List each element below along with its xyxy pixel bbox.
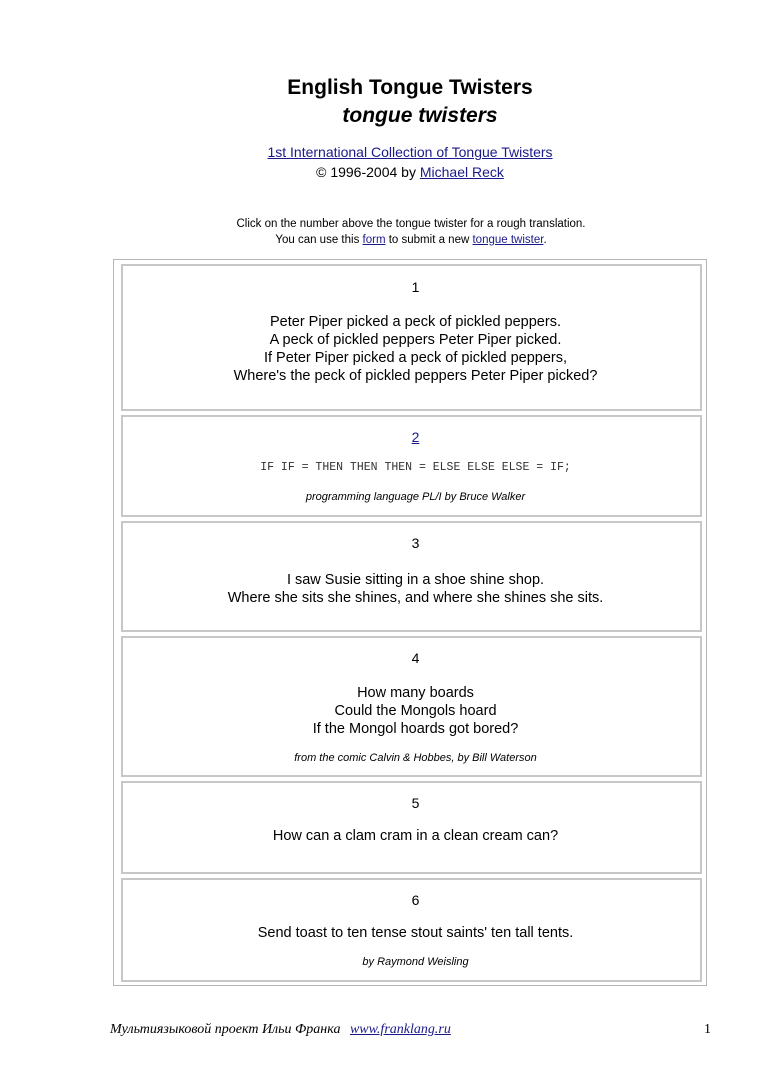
instructions-text-b: to submit a new: [388, 234, 470, 246]
instructions-note: [0, 216, 768, 248]
twister-line: How many boards: [357, 685, 474, 701]
instructions-text-a: You can use this: [275, 234, 360, 246]
twister-cell-1: [121, 264, 702, 411]
twister-line: If Peter Piper picked a peck of pickled peppers,: [263, 350, 568, 366]
twister-line: If the Mongol hoards got bored?: [312, 721, 519, 737]
twister-line: Where's the peck of pickled peppers Peter Piper picked?: [233, 368, 598, 384]
twister-attribution: programming language PL/I by Bruce Walker: [305, 491, 526, 503]
twister-number[interactable]: 4: [411, 650, 420, 666]
footer-project: [110, 1022, 451, 1038]
twister-line: A peck of pickled peppers Peter Piper picked.: [269, 332, 562, 348]
page-number: 1: [704, 1022, 711, 1037]
form-link[interactable]: form: [362, 234, 386, 246]
twister-cell-3: [121, 521, 702, 632]
author-link[interactable]: Michael Reck: [419, 164, 504, 180]
page-title: English Tongue Twisters: [287, 76, 533, 99]
twister-text: [131, 827, 700, 845]
twister-cell-5: [121, 781, 702, 874]
page-subtitle: tongue twisters: [342, 104, 498, 127]
twister-attribution: by Raymond Weisling: [362, 956, 469, 968]
collection-link[interactable]: 1st International Collection of Tongue Twisters: [267, 144, 553, 160]
instructions-line-2: [0, 232, 768, 248]
twister-number[interactable]: 1: [411, 279, 420, 295]
twister-line: I saw Susie sitting in a shoe shine shop.: [286, 572, 545, 588]
twister-number-link[interactable]: 2: [411, 429, 420, 445]
twister-attribution: from the comic Calvin & Hobbes, by Bill Waterson: [294, 752, 537, 764]
tongue-twister-link[interactable]: tongue twister: [472, 234, 544, 246]
instructions-line-1: Click on the number above the tongue twister for a rough translation.: [236, 218, 586, 230]
twister-text: [131, 924, 700, 942]
twister-text: [131, 571, 700, 607]
twister-cell-4: [121, 636, 702, 777]
twister-cell-6: [121, 878, 702, 982]
twister-number[interactable]: 5: [411, 795, 420, 811]
page-header: [0, 74, 768, 182]
copyright-line: [0, 162, 768, 182]
instructions-period: .: [543, 234, 547, 246]
twister-line: Peter Piper picked a peck of pickled peppers.: [270, 314, 561, 330]
twister-line: Send toast to ten tense stout saints' ten tall tents.: [257, 925, 574, 941]
footer-project-text: Мультиязыковой проект Ильи Франка: [110, 1022, 341, 1037]
copyright-text: © 1996-2004 by: [316, 164, 416, 180]
twister-text: [131, 684, 700, 738]
twister-line: Where she sits she shines, and where she shines she sits.: [227, 590, 604, 606]
twister-line: How can a clam cram in a clean cream can?: [272, 828, 559, 844]
twister-text: [131, 313, 700, 385]
twister-cell-2: [121, 415, 702, 517]
twister-number[interactable]: 6: [411, 892, 420, 908]
twister-line: Could the Mongols hoard: [334, 703, 497, 719]
twister-code: IF IF = THEN THEN THEN = ELSE ELSE ELSE = IF;: [260, 461, 571, 474]
site-link[interactable]: www.franklang.ru: [349, 1022, 451, 1037]
twister-number[interactable]: 3: [411, 535, 420, 551]
